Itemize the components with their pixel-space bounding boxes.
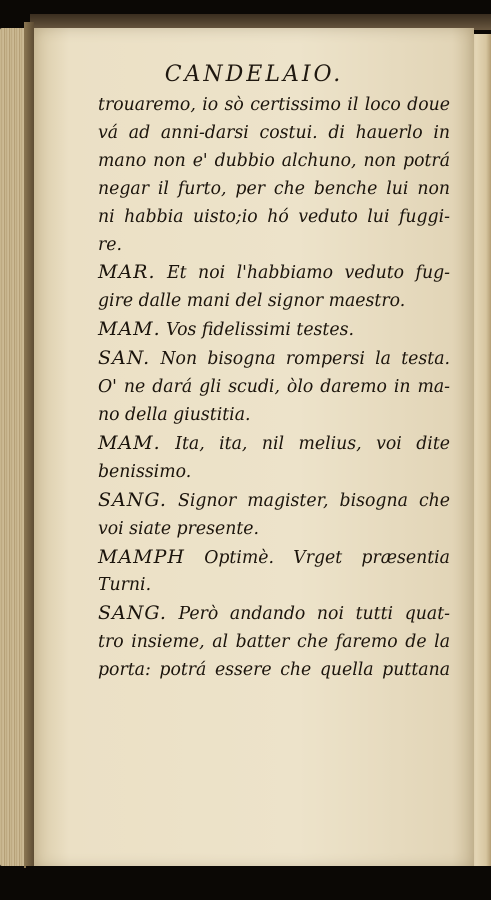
line-text: ni habbia uisto;io hó veduto lui fuggi-	[98, 206, 450, 227]
line-text: benissimo.	[98, 461, 192, 482]
text-line	[98, 176, 450, 204]
line-text: Optimè. Vrget præsentia	[204, 547, 450, 568]
binding	[24, 22, 34, 868]
text-line	[98, 120, 450, 148]
speaker-label: MAMPH	[98, 545, 185, 568]
speaker-label: SANG.	[98, 488, 167, 511]
line-text: Ita, ita, nil melius, voi dite	[175, 433, 450, 454]
line-text: Vos fidelissimi testes.	[166, 320, 354, 341]
line-text: Signor magister, bisogna che	[177, 490, 450, 511]
text-line	[98, 544, 450, 573]
text-line	[98, 516, 450, 544]
text-line	[98, 316, 450, 345]
text-line	[98, 430, 450, 459]
text-line	[98, 288, 450, 316]
speaker-label: MAM.	[98, 318, 161, 341]
text-line	[98, 374, 450, 402]
text-line	[98, 92, 450, 120]
text-line	[98, 345, 450, 374]
text-line	[98, 487, 450, 516]
text-line	[98, 629, 450, 657]
line-text: O' ne dará gli scudi, òlo daremo in ma-	[98, 377, 450, 398]
book-bottom-shadow	[26, 866, 491, 900]
text-line	[98, 657, 450, 685]
line-text: Turni.	[98, 575, 152, 596]
text-line	[98, 572, 450, 600]
speaker-label: MAM.	[98, 431, 161, 454]
speaker-label: SANG.	[98, 602, 167, 625]
text-line	[98, 148, 450, 176]
line-text: tro insieme, al batter che faremo de la	[98, 632, 450, 653]
running-header	[34, 62, 474, 87]
line-text: trouaremo, io sò certissimo il loco doue	[98, 95, 450, 115]
text-line	[98, 600, 450, 629]
line-text: Et noi l'habbiamo veduto fug-	[167, 263, 450, 284]
line-text: gire dalle mani del signor maestro.	[98, 291, 406, 312]
line-text: Però andando noi tutti quat-	[178, 604, 450, 625]
line-text: vá ad anni-darsi costui. di hauerlo in	[98, 122, 450, 143]
line-text: voi siate presente.	[98, 518, 259, 539]
line-text: negar il furto, per che benche lui non	[98, 178, 450, 199]
page-text-body	[98, 92, 450, 685]
text-line	[98, 402, 450, 430]
line-text: no della giustitia.	[98, 404, 251, 425]
speaker-label: MAR.	[98, 261, 156, 284]
line-text: re.	[98, 234, 122, 255]
text-line	[98, 204, 450, 232]
text-line	[98, 232, 450, 260]
line-text: Non bisogna rompersi la testa.	[160, 349, 451, 370]
line-text: porta: potrá essere che quella puttana	[98, 660, 450, 681]
line-text: mano non e' dubbio alchuno, non potrá	[98, 150, 450, 171]
running-header-title: CANDELAIO.	[164, 62, 344, 87]
speaker-label: SAN.	[98, 347, 151, 370]
text-line	[98, 459, 450, 487]
text-line	[98, 259, 450, 288]
